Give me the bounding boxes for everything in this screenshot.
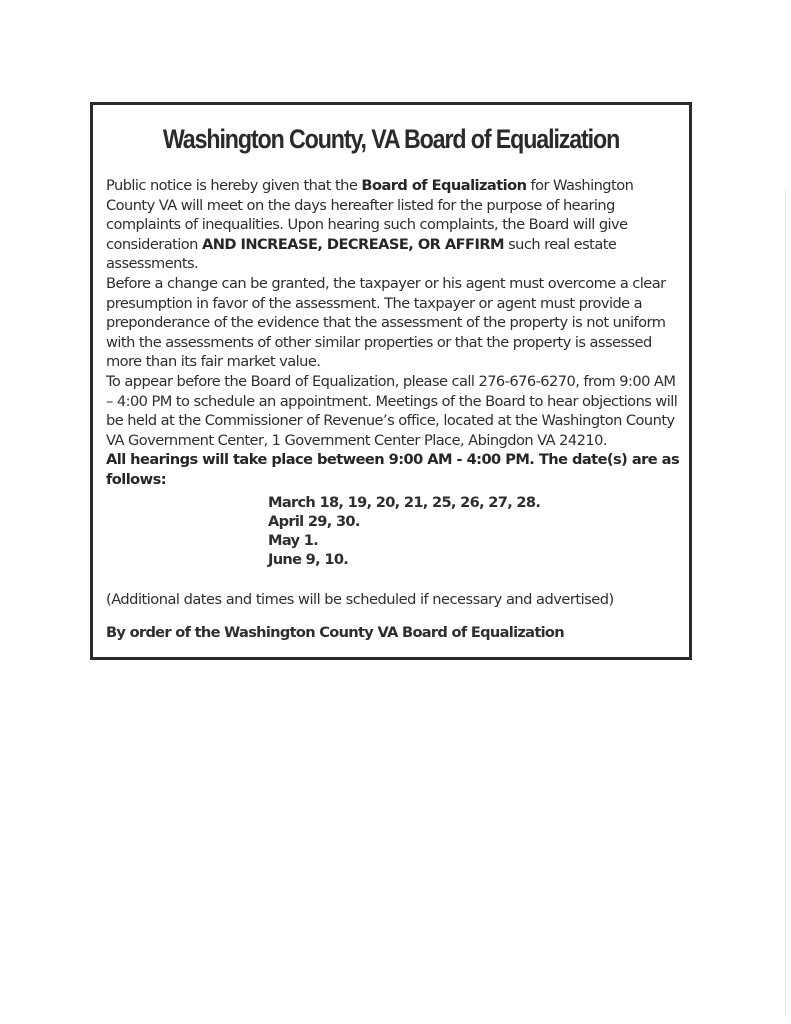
- public-notice-box: [90, 102, 692, 660]
- hearing-date-line: March 18, 19, 20, 21, 25, 26, 27, 28.: [268, 493, 541, 511]
- board-name-bold: Board of Equalization: [361, 177, 527, 194]
- intro-text-end: such real estate assessments.: [106, 235, 617, 273]
- order-signature-line: By order of the Washington County VA Board of Equalization: [106, 624, 564, 642]
- notice-paragraph-intro: [106, 176, 686, 274]
- intro-text-continued: for Washington County VA will meet on the days hereafter listed for the purpose of hearing complaints of inequalities. Upon hearing such complaints, the Board will give consideration: [106, 177, 634, 253]
- scan-artifact-line: [785, 190, 786, 1015]
- notice-paragraph-appointment: To appear before the Board of Equalization, please call 276-676-6270, from 9:00 AM – 4:00 PM to schedule an appointment. Meetings of the Board to hear objections will be held at the Commissioner of Revenue’s office, located at the Washington County VA Government Center, 1 Government Center Place, Abingdon VA 24210.: [106, 372, 678, 449]
- notice-paragraph-burden: Before a change can be granted, the taxpayer or his agent must overcome a clear presumption in favor of the assessment. The taxpayer or agent must provide a preponderance of the evidence that the assessment of the property is not uniform with the assessments of other similar properties or that the property is assessed more than its fair market value.: [106, 274, 666, 371]
- notice-title: Washington County, VA Board of Equalization: [162, 124, 620, 154]
- notice-body: [106, 176, 686, 643]
- hearing-date-line: May 1.: [268, 532, 319, 550]
- actions-bold: AND INCREASE, DECREASE, OR AFFIRM: [201, 235, 505, 253]
- hearings-bold: All hearings will take place between 9:00 AM - 4:00 PM. The date(s) are as follows:: [106, 451, 680, 488]
- additional-dates-note: (Additional dates and times will be scheduled if necessary and advertised): [106, 590, 614, 608]
- hearing-date-line: June 9, 10.: [268, 551, 349, 569]
- hearing-date-line: April 29, 30.: [268, 512, 360, 530]
- intro-text: Public notice is hereby given that the: [106, 177, 362, 194]
- notice-hearings-statement: [106, 450, 686, 489]
- hearing-dates-list: [268, 493, 686, 570]
